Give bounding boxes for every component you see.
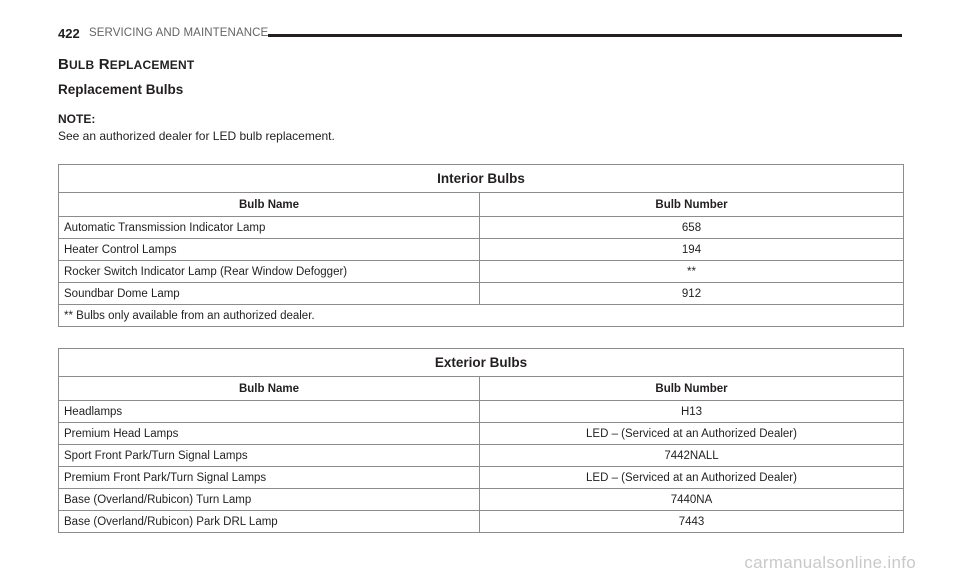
bulb-number: ** (480, 261, 904, 283)
bulb-number: 7442NALL (480, 445, 904, 467)
bulb-name: Sport Front Park/Turn Signal Lamps (59, 445, 480, 467)
bulb-name: Automatic Transmission Indicator Lamp (59, 217, 480, 239)
exterior-col-number: Bulb Number (480, 377, 904, 401)
bulb-number: 912 (480, 283, 904, 305)
interior-col-number: Bulb Number (480, 193, 904, 217)
bulb-number: 7443 (480, 511, 904, 533)
section-name: SERVICING AND MAINTENANCE (89, 27, 269, 39)
bulb-number: LED – (Serviced at an Authorized Dealer) (480, 423, 904, 445)
note-label: NOTE: (58, 112, 96, 126)
interior-table-caption: Interior Bulbs (59, 165, 904, 193)
bulb-name: Premium Front Park/Turn Signal Lamps (59, 467, 480, 489)
table-row (59, 217, 904, 239)
table-row (59, 283, 904, 305)
page-header (58, 26, 902, 42)
interior-col-name: Bulb Name (59, 193, 480, 217)
subtitle: Replacement Bulbs (58, 82, 184, 97)
bulb-number: 658 (480, 217, 904, 239)
bulb-name: Headlamps (59, 401, 480, 423)
table-row (59, 467, 904, 489)
table-row (59, 239, 904, 261)
table-row (59, 261, 904, 283)
interior-footnote: ** Bulbs only available from an authorized dealer. (59, 305, 904, 327)
exterior-bulbs-table (58, 348, 904, 533)
table-row (59, 511, 904, 533)
bulb-number: LED – (Serviced at an Authorized Dealer) (480, 467, 904, 489)
watermark: carmanualsonline.info (744, 553, 916, 572)
page-title: BULB REPLACEMENT (58, 56, 195, 73)
bulb-name: Base (Overland/Rubicon) Park DRL Lamp (59, 511, 480, 533)
bulb-number: H13 (480, 401, 904, 423)
note-text: See an authorized dealer for LED bulb replacement. (58, 129, 335, 143)
interior-bulbs-table (58, 164, 904, 327)
header-rule (268, 34, 902, 37)
bulb-name: Premium Head Lamps (59, 423, 480, 445)
exterior-col-name: Bulb Name (59, 377, 480, 401)
bulb-number: 194 (480, 239, 904, 261)
page-number: 422 (58, 26, 80, 41)
table-row (59, 445, 904, 467)
table-row (59, 401, 904, 423)
bulb-number: 7440NA (480, 489, 904, 511)
bulb-name: Rocker Switch Indicator Lamp (Rear Window Defogger) (59, 261, 480, 283)
bulb-name: Base (Overland/Rubicon) Turn Lamp (59, 489, 480, 511)
bulb-name: Soundbar Dome Lamp (59, 283, 480, 305)
exterior-table-caption: Exterior Bulbs (59, 349, 904, 377)
bulb-name: Heater Control Lamps (59, 239, 480, 261)
table-row (59, 423, 904, 445)
table-row (59, 489, 904, 511)
